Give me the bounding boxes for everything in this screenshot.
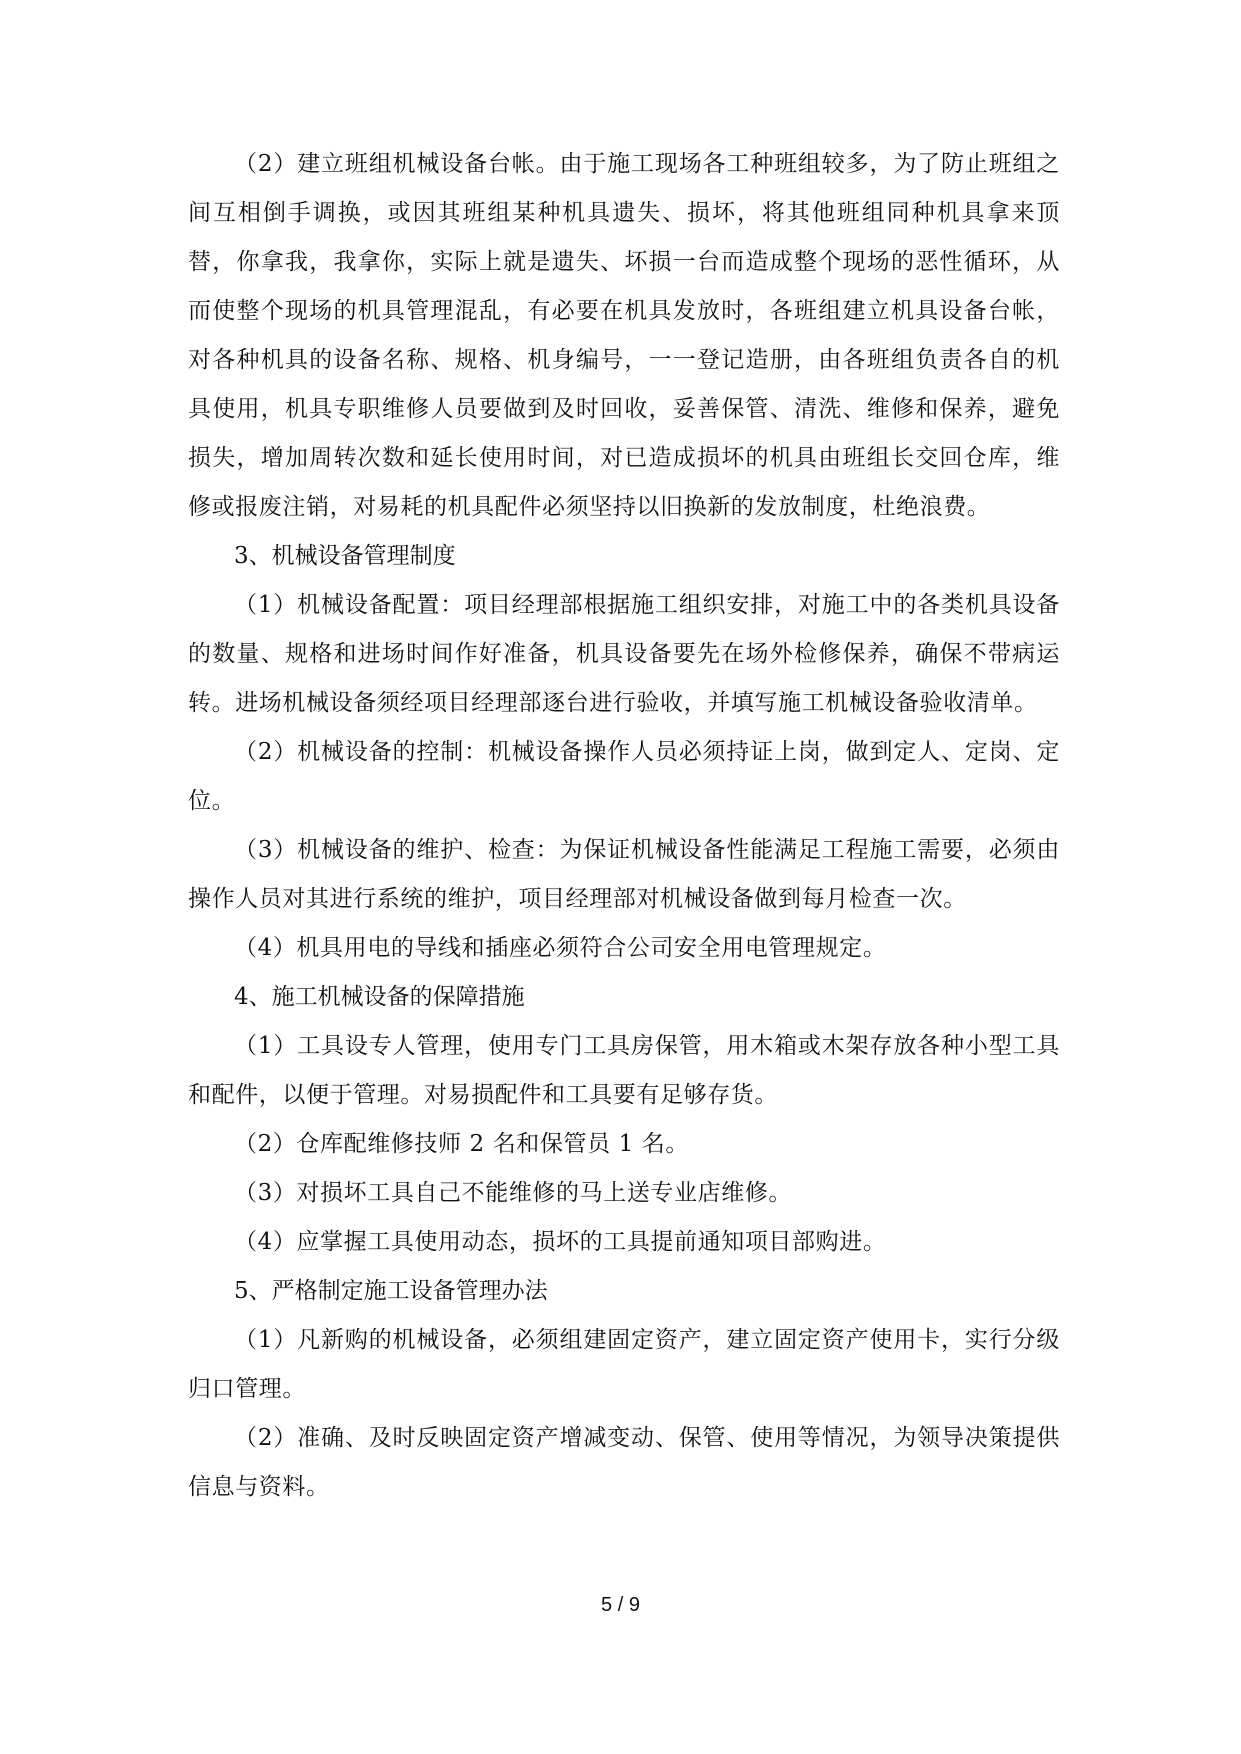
paragraph-fixed-assets: （1）凡新购的机械设备，必须组建固定资产，建立固定资产使用卡，实行分级归口管理。 [188, 1327, 1060, 1402]
paragraph-equipment-ledger: （2）建立班组机械设备台帐。由于施工现场各工种班组较多，为了防止班组之间互相倒手调换，或因其班组某种机具遗失、损坏，将其他班组同种机具拿来顶替，你拿我，我拿你，实际上就是遗失、坏损一台而造成整个现场的恶性循环，从而使整个现场的机具管理混乱，有必要在机具发放时，各班组建立机具设备台帐，对各种机具的设备名称、规格、机身编号，一一登记造册，由各班组负责各自的机具使用，机具专职维修人员要做到及时回收，妥善保管、清洗、维修和保养，避免损失，增加周转次数和延长使用时间，对已造成损坏的机具由班组长交回仓库，维修或报废注销，对易耗的机具配件必须坚持以旧换新的发放制度，杜绝浪费。 [188, 151, 1060, 520]
paragraph-asset-reporting: （2）准确、及时反映固定资产增减变动、保管、使用等情况，为领导决策提供信息与资料。 [188, 1425, 1060, 1500]
paragraph-warehouse-staff: （2）仓库配维修技师 2 名和保管员 1 名。 [234, 1131, 689, 1157]
paragraph-repair-outsourcing: （3）对损坏工具自己不能维修的马上送专业店维修。 [234, 1180, 793, 1206]
page-number: 5 / 9 [601, 1594, 640, 1616]
section-heading-5: 5、严格制定施工设备管理办法 [234, 1278, 548, 1304]
paragraph-equipment-maintenance: （3）机械设备的维护、检查：为保证机械设备性能满足工程施工需要，必须由操作人员对其进行系统的维护，项目经理部对机械设备做到每月检查一次。 [188, 837, 1060, 912]
paragraph-tool-procurement: （4）应掌握工具使用动态，损坏的工具提前通知项目部购进。 [234, 1229, 887, 1255]
section-heading-3: 3、机械设备管理制度 [234, 543, 456, 569]
section-heading-4: 4、施工机械设备的保障措施 [234, 984, 525, 1010]
paragraph-equipment-control: （2）机械设备的控制：机械设备操作人员必须持证上岗，做到定人、定岗、定位。 [188, 739, 1060, 814]
paragraph-equipment-configuration: （1）机械设备配置：项目经理部根据施工组织安排，对施工中的各类机具设备的数量、规格和进场时间作好准备，机具设备要先在场外检修保养，确保不带病运转。进场机械设备须经项目经理部逐台进行验收，并填写施工机械设备验收清单。 [188, 592, 1060, 716]
paragraph-tool-management: （1）工具设专人管理，使用专门工具房保管，用木箱或木架存放各种小型工具和配件，以便于管理。对易损配件和工具要有足够存货。 [188, 1033, 1060, 1108]
document-body [188, 140, 1060, 1512]
paragraph-electrical-safety: （4）机具用电的导线和插座必须符合公司安全用电管理规定。 [234, 935, 887, 961]
